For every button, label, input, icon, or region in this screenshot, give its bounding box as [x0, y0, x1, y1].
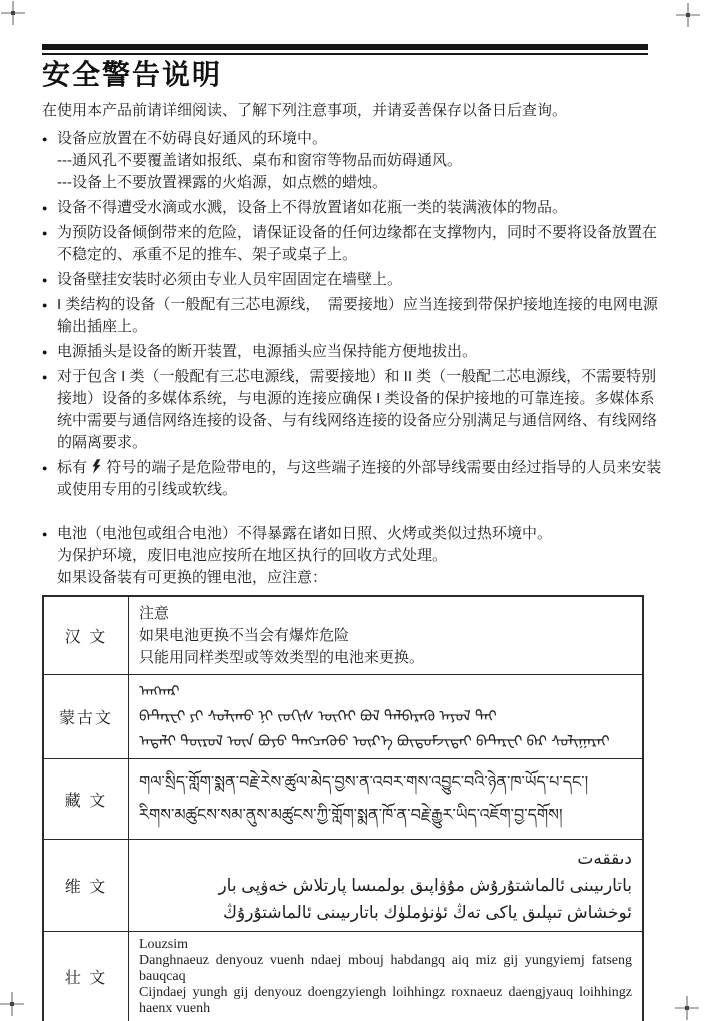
- warning-line: Cijndaej yungh gij denyouz doengzyiengh loihhingz roxnaeuz daengjyauq loihhingz: [139, 984, 632, 1000]
- warning-line: Louzsim: [139, 936, 188, 952]
- warning-line: ᠠᠳᠠᠯᠢ ᠲᠥᠷᠥᠯ ᠦᠨ ᠪᠤᠶᠤ ᠲᠡᠩᠴᠡᠭᠦᠦ ᠦᠷ᠎ᠡ ᠪᠦᠲᠦᠮᠵᠢᠲᠡᠢ ᠪᠠᠲ᠋ᠠᠷᠧᠢ ᠪᠡᠷ ᠰᠣᠯᠢᠭᠠᠷᠠᠢ: [139, 733, 610, 750]
- language-label: 维 文: [43, 840, 129, 932]
- bullet-dot-icon: ●: [42, 134, 48, 144]
- warning-line: 注意: [139, 604, 170, 622]
- bullet-subtext: ---设备上不要放置裸露的火焰源，如点燃的蜡烛。: [57, 174, 387, 191]
- bullet-text: 对于包含 I 类（一般配有三芯电源线，需要接地）和 II 类（一般配二芯电源线，不需要特别接地）设备的多媒体系统，与电源的连接应确保 I 类设备的保护接地的可靠连接。多媒体系统中需要与通信网络连接的设备、与有线网络连接的设备应分别满足与通信网络、有线网络的隔离要求。: [57, 368, 658, 451]
- warning-line: གལ་སྲིད་གློག་སྨན་བརྗེ་རེས་ཚུལ་མེད་བྱས་ན་འབར་གས་འབྱུང་བའི་ཉེན་ཁ་ཡོད་པ་དང་།: [139, 774, 589, 791]
- bullet-text: 电池（电池包或组合电池）不得暴露在诸如日照、火烤或类似过热环境中。: [57, 525, 553, 542]
- table-row-uyghur: [43, 840, 643, 932]
- table-row-chinese: [43, 596, 643, 675]
- bullet-multimedia-system: [42, 366, 666, 454]
- bullet-dot-icon: ●: [42, 529, 48, 539]
- language-label: 藏 文: [43, 759, 129, 840]
- bullet-text-pre: 标有: [57, 459, 92, 476]
- page-content: [42, 57, 666, 1021]
- bullet-wall-mount: [42, 269, 666, 291]
- bullet-class-i-grounding: [42, 294, 666, 338]
- intro-text: 在使用本产品前请详细阅读、了解下列注意事项，并请妥善保存以备日后查询。: [42, 102, 568, 119]
- bullet-subtext: ---通风孔不要覆盖诸如报纸、桌布和窗帘等物品而妨碍通风。: [57, 152, 462, 169]
- warning-line: ئوخشاش تىپلىق ياكى تەڭ ئۈنۈملۈك باتارىيىنى ئالماشتۇرۇڭ: [223, 903, 632, 922]
- bullet-battery: [42, 523, 666, 589]
- bullet-text: 设备壁挂安装时必须由专业人员牢固固定在墙壁上。: [57, 271, 403, 288]
- bullet-text: I 类结构的设备（一般配有三芯电源线， 需要接地）应当连接到带保护接地连接的电网电源输出插座上。: [57, 296, 658, 335]
- bullet-text: 电源插头是设备的断开装置，电源插头应当保持能方便地拔出。: [57, 343, 478, 360]
- registration-mark-icon: [675, 996, 699, 1020]
- warning-line: 如果电池更换不当会有爆炸危险: [139, 626, 350, 644]
- battery-warning-language-table: [42, 595, 644, 1021]
- bullet-dot-icon: ●: [42, 300, 48, 310]
- warning-line: bauqcaq: [139, 968, 186, 984]
- table-row-tibetan: [43, 759, 643, 840]
- safety-bullet-list: [42, 128, 666, 589]
- bullet-dot-icon: ●: [42, 203, 48, 213]
- table-row-mongolian: [43, 675, 643, 759]
- warning-line: རིགས་མཚུངས་སམ་ནུས་མཚུངས་ཀྱི་གློག་སྨན་ཁོ་ན་བརྗེ་རྒྱུར་ཡིད་འཇོག་བྱ་དགོས།: [139, 807, 563, 824]
- bullet-liquids: [42, 197, 666, 219]
- bullet-subtext: 如果设备装有可更换的锂电池，应注意：: [57, 569, 328, 586]
- bullet-dot-icon: ●: [42, 228, 48, 238]
- bullet-text: 设备应放置在不妨碍良好通风的环境中。: [57, 130, 328, 147]
- registration-mark-icon: [676, 3, 700, 27]
- warning-line: ᠠᠩᠬᠠᠷ: [139, 683, 180, 700]
- warning-line: Danghnaeuz denyouz vuenh ndaej mbouj habdangq aiq miz gij yungyiemj fatseng: [139, 952, 632, 968]
- table-row-zhuang: [43, 932, 643, 1021]
- warning-line: ᠪᠠᠲ᠋ᠠᠷᠧᠢ ᠶᠢ ᠰᠣᠯᠢᠬᠤ ᠨᠢ ᠵᠣᠬᠢᠰ ᠦᠭᠡᠢ ᠪᠣᠯ ᠳᠡᠯᠪᠡᠷᠡᠬᠦ ᠠᠶᠤᠯ ᠲᠠᠢ: [139, 708, 497, 725]
- warning-line: haenx vuenh: [139, 1000, 211, 1016]
- bullet-dot-icon: ●: [42, 463, 48, 473]
- language-label: 壮 文: [43, 932, 129, 1021]
- bullet-dot-icon: ●: [42, 372, 48, 382]
- registration-mark-icon: [1, 1, 25, 25]
- bullet-hazardous-live: [42, 457, 666, 501]
- bullet-text: 设备不得遭受水滴或水溅，设备上不得放置诸如花瓶一类的装满液体的物品。: [57, 199, 568, 216]
- header-rule-thin: [42, 53, 648, 55]
- language-label: 汉 文: [43, 596, 129, 675]
- page-title: 安全警告说明: [42, 59, 223, 90]
- bullet-subtext: 为保护环境，废旧电池应按所在地区执行的回收方式处理。: [57, 547, 448, 564]
- lightning-bolt-icon: [92, 459, 101, 474]
- bullet-power-plug: [42, 341, 666, 363]
- warning-line: 只能用同样类型或等效类型的电池来更换。: [139, 648, 425, 666]
- bullet-tipping: [42, 222, 666, 266]
- bullet-dot-icon: ●: [42, 347, 48, 357]
- bullet-ventilation: [42, 128, 666, 194]
- registration-mark-icon: [0, 992, 24, 1016]
- warning-line: دىققەت: [577, 849, 632, 868]
- bullet-text-post: 符号的端子是危险带电的，与这些端子连接的外部导线需要由经过指导的人员来安装或使用专用的引线或软线。: [57, 459, 662, 498]
- warning-line: باتارىيىنى ئالماشتۇرۇش مۇۋاپىق بولمىسا پارتلاش خەۋپى بار: [218, 876, 632, 895]
- bullet-text: 为预防设备倾倒带来的危险，请保证设备的任何边缘都在支撑物内，同时不要将设备放置在不稳定的、承重不足的推车、架子或桌子上。: [57, 224, 658, 263]
- header-rule-thick: [42, 44, 648, 50]
- language-label: 蒙古文: [43, 675, 129, 759]
- bullet-dot-icon: ●: [42, 275, 48, 285]
